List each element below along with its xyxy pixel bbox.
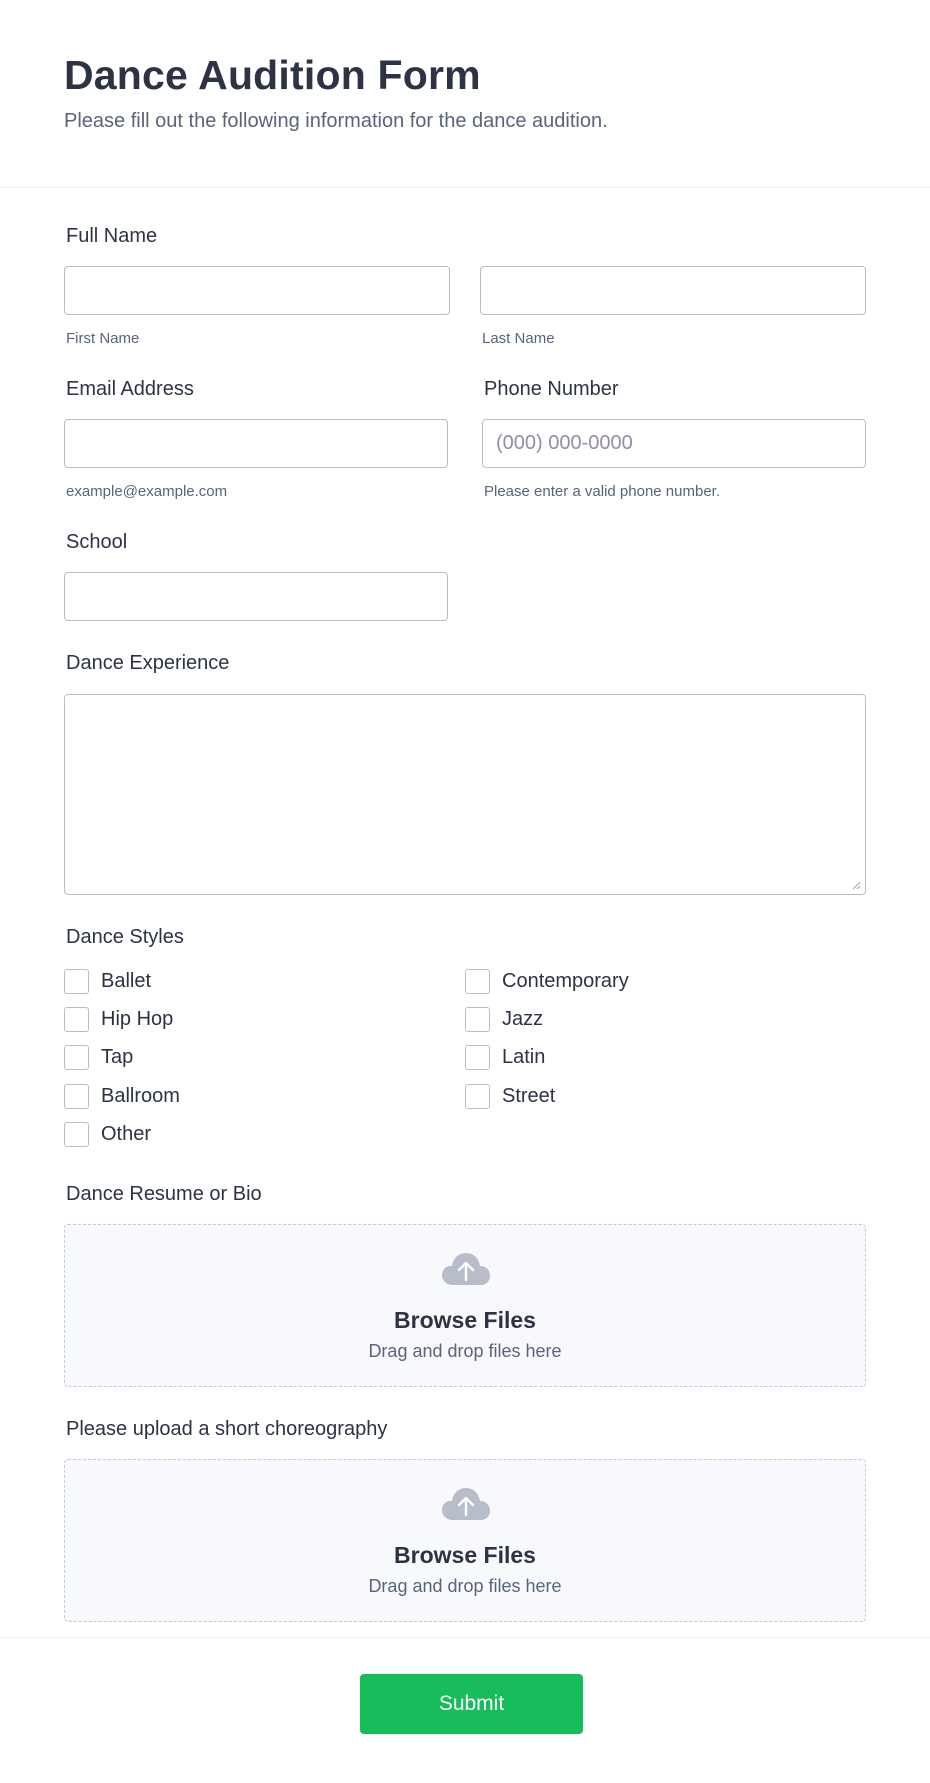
resize-grip-icon[interactable] (851, 880, 861, 890)
checkbox[interactable] (64, 1007, 89, 1032)
submit-button[interactable]: Submit (360, 1674, 583, 1734)
form-subtitle: Please fill out the following information for the dance audition. (64, 110, 608, 132)
style-option-ballet[interactable] (64, 968, 151, 994)
experience-textarea[interactable] (64, 694, 866, 895)
drag-drop-hint: Drag and drop files here (368, 1341, 562, 1361)
first-name-input[interactable] (64, 266, 450, 315)
browse-files-button[interactable]: Browse Files (394, 1542, 536, 1568)
checkbox[interactable] (465, 1007, 490, 1032)
email-label: Email Address (66, 378, 194, 400)
choreography-upload-dropzone[interactable] (64, 1459, 866, 1622)
option-label: Ballet (101, 969, 152, 992)
last-name-sublabel: Last Name (482, 330, 555, 347)
last-name-input[interactable] (480, 266, 866, 315)
style-option-hip-hop[interactable] (64, 1006, 173, 1032)
choreography-upload-label: Please upload a short choreography (66, 1418, 388, 1440)
style-option-latin[interactable] (465, 1044, 545, 1070)
checkbox[interactable] (465, 1084, 490, 1109)
style-option-ballroom[interactable] (64, 1083, 180, 1109)
email-input[interactable] (64, 419, 448, 468)
option-label: Tap (101, 1045, 134, 1068)
school-label: School (66, 531, 128, 553)
browse-files-button[interactable]: Browse Files (394, 1307, 536, 1333)
checkbox[interactable] (64, 969, 89, 994)
checkbox[interactable] (64, 1045, 89, 1070)
style-option-tap[interactable] (64, 1044, 133, 1070)
style-option-contemporary[interactable] (465, 968, 629, 994)
full-name-label: Full Name (66, 225, 158, 247)
option-label: Jazz (502, 1007, 544, 1030)
option-label: Street (502, 1084, 556, 1107)
cloud-upload-icon (441, 1251, 491, 1287)
school-input[interactable] (64, 572, 448, 621)
option-label: Hip Hop (101, 1007, 174, 1030)
drag-drop-hint: Drag and drop files here (368, 1576, 562, 1596)
style-option-street[interactable] (465, 1083, 555, 1109)
option-label: Other (101, 1122, 152, 1145)
form-header (0, 0, 930, 188)
phone-sublabel: Please enter a valid phone number. (484, 483, 720, 500)
style-option-other[interactable] (64, 1121, 151, 1147)
styles-label: Dance Styles (66, 926, 184, 948)
resume-upload-label: Dance Resume or Bio (66, 1183, 262, 1205)
email-sublabel: example@example.com (66, 483, 228, 500)
checkbox[interactable] (64, 1122, 89, 1147)
option-label: Ballroom (101, 1084, 180, 1107)
footer-divider (0, 1637, 930, 1638)
phone-label: Phone Number (484, 378, 619, 400)
resume-upload-dropzone[interactable] (64, 1224, 866, 1387)
cloud-upload-icon (441, 1486, 491, 1522)
first-name-sublabel: First Name (66, 330, 140, 347)
option-label: Latin (502, 1045, 546, 1068)
option-label: Contemporary (502, 969, 629, 992)
checkbox[interactable] (465, 969, 490, 994)
style-option-jazz[interactable] (465, 1006, 543, 1032)
checkbox[interactable] (465, 1045, 490, 1070)
checkbox[interactable] (64, 1084, 89, 1109)
experience-label: Dance Experience (66, 652, 230, 674)
form-title: Dance Audition Form (64, 52, 481, 98)
phone-input[interactable] (482, 419, 866, 468)
